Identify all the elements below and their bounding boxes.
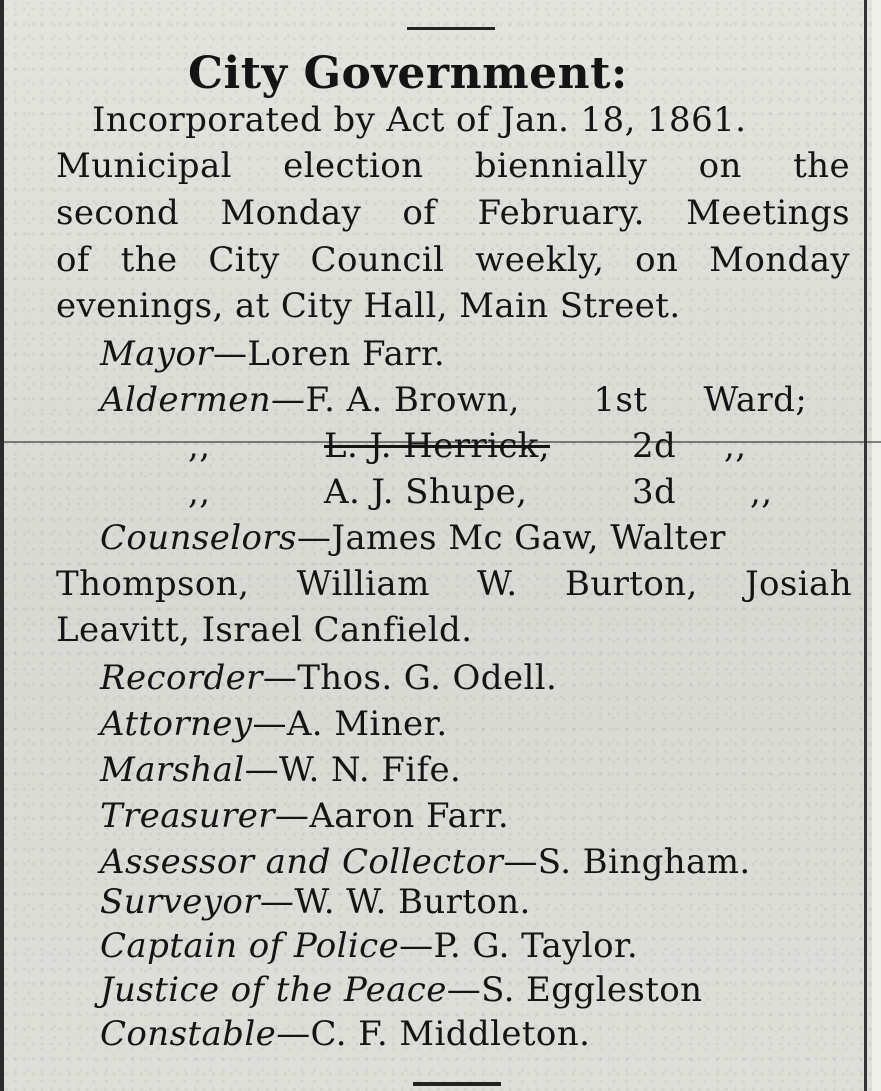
paper-margin (872, 0, 881, 1091)
marshal-name: W. N. Fife. (279, 750, 462, 790)
alderman-ward: 3d (632, 472, 677, 512)
ditto-mark: ,, (724, 426, 747, 466)
recorder-office: Recorder (100, 658, 263, 698)
dash: — (503, 842, 538, 882)
dash: — (259, 882, 295, 922)
alderman-ward: 2d (632, 426, 677, 466)
intro-line-5: evenings, at City Hall, Main Street. (56, 286, 681, 326)
mayor-office: Mayor (100, 334, 214, 374)
recorder-entry (100, 658, 557, 698)
treasurer-name: Aaron Farr. (309, 796, 510, 836)
treasurer-entry (100, 796, 509, 836)
aldermen-office: Aldermen (100, 380, 272, 420)
dash: — (213, 334, 248, 374)
alderman-ward: 1st (593, 380, 648, 420)
intro-line-3: second Monday of February. Meetings (56, 193, 850, 233)
counselors-office: Counselors (100, 518, 297, 558)
counselors-line-3: Leavitt, Israel Canfield. (56, 610, 473, 650)
dash: — (271, 380, 306, 420)
constable-entry (100, 1014, 590, 1054)
top-divider-rule (407, 27, 495, 30)
treasurer-office: Treasurer (100, 796, 275, 836)
surveyor-entry (100, 882, 531, 922)
dash: — (399, 926, 434, 966)
dash: — (262, 658, 298, 698)
ditto-mark: ,, (188, 472, 211, 512)
constable-name: C. F. Middleton. (310, 1014, 591, 1054)
alderman-name: L. J. Herrick, (324, 426, 551, 466)
right-column-rule (864, 0, 867, 1091)
alderman-name: F. A. Brown, (305, 380, 520, 420)
aldermen-row-1 (100, 380, 852, 420)
counselors-line-2: Thompson, William W. Burton, Josiah (56, 564, 852, 604)
assessor-name: S. Bingham. (537, 842, 751, 882)
surveyor-name: W. W. Burton. (294, 882, 531, 922)
mayor-entry (100, 334, 445, 374)
justice-entry (100, 970, 702, 1010)
attorney-office: Attorney (100, 704, 253, 744)
intro-line-1: Incorporated by Act of Jan. 18, 1861. (92, 100, 747, 140)
aldermen-row-3 (188, 472, 808, 512)
counselors-names: James Mc Gaw, Walter (331, 518, 726, 558)
marshal-office: Marshal (100, 750, 245, 790)
dash: — (244, 750, 280, 790)
justice-office: Justice of the Peace (100, 970, 447, 1010)
alderman-name: A. J. Shupe, (324, 472, 528, 512)
marshal-entry (100, 750, 461, 790)
section-title: City Government: (188, 48, 628, 99)
alderman-ward-suffix: Ward; (703, 380, 808, 420)
intro-line-4: of the City Council weekly, on Monday (56, 240, 850, 280)
attorney-entry (100, 704, 448, 744)
surveyor-office: Surveyor (100, 882, 260, 922)
dash: — (296, 518, 332, 558)
dash: — (446, 970, 482, 1010)
captain-office: Captain of Police (100, 926, 400, 966)
counselors-entry (100, 518, 726, 558)
mayor-name: Loren Farr. (247, 334, 446, 374)
intro-line-2: Municipal election biennially on the (56, 146, 850, 186)
ditto-mark: ,, (188, 426, 211, 466)
ditto-mark: ,, (750, 472, 773, 512)
justice-name: S. Eggleston (481, 970, 703, 1010)
bottom-divider-rule (413, 1082, 501, 1086)
dash: — (274, 796, 310, 836)
assessor-office: Assessor and Collector (100, 842, 504, 882)
dash: — (276, 1014, 311, 1054)
assessor-entry (100, 842, 751, 882)
attorney-name: A. Miner. (286, 704, 448, 744)
constable-office: Constable (100, 1014, 277, 1054)
recorder-name: Thos. G. Odell. (297, 658, 558, 698)
left-column-rule (0, 0, 4, 1091)
dash: — (252, 704, 287, 744)
captain-entry (100, 926, 638, 966)
captain-name: P. G. Taylor. (433, 926, 639, 966)
aldermen-row-2 (188, 426, 808, 466)
